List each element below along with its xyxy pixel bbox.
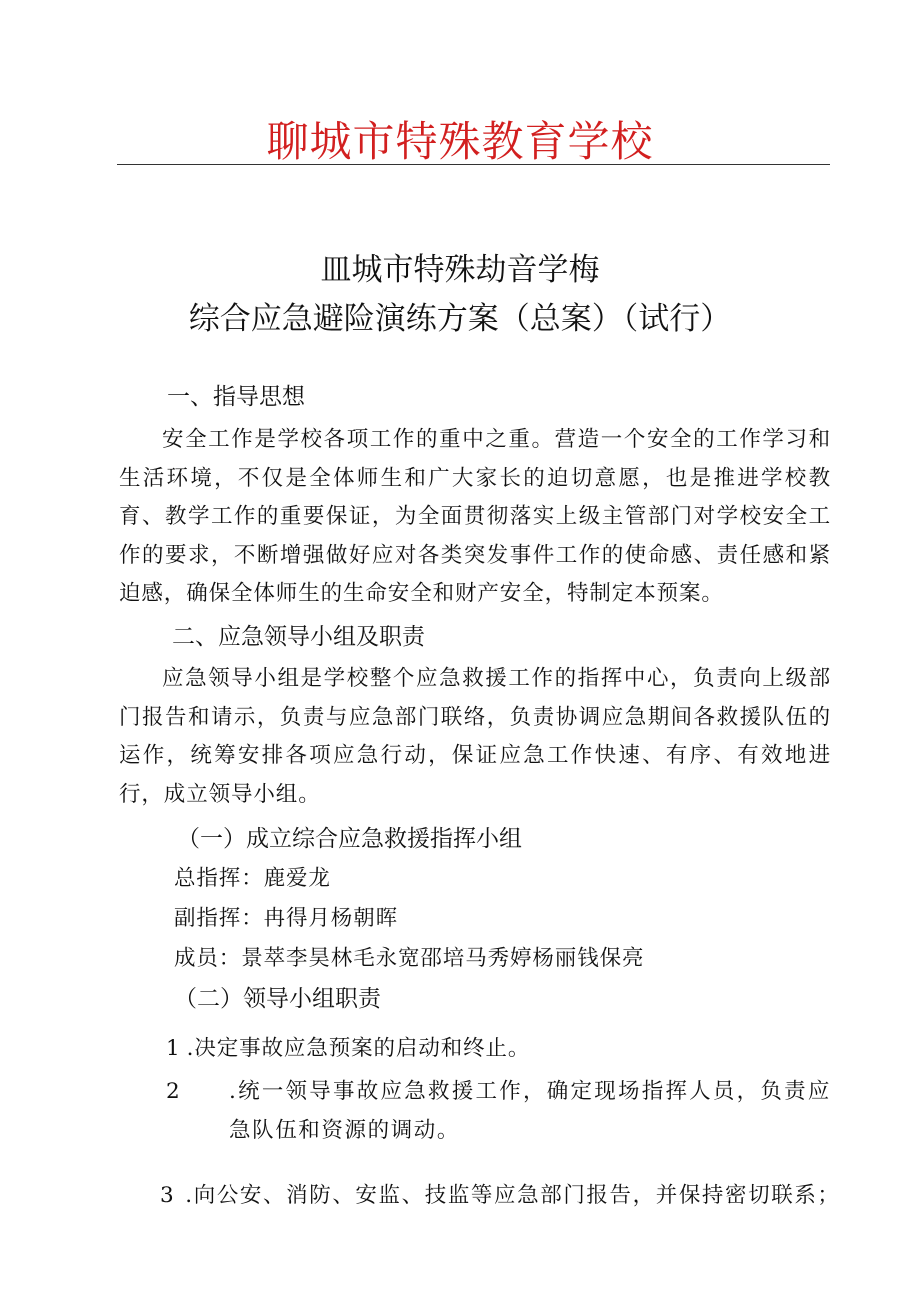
section1-heading: 一、指导思想 [167, 384, 305, 410]
document-title-line1: 皿城市特殊劫音学梅 [320, 252, 600, 288]
commander-line: 总指挥：鹿爱龙 [174, 866, 331, 891]
duty-item-2-text: .统一领导事故应急救援工作，确定现场指挥人员，负责应急队伍和资源的调动。 [229, 1079, 831, 1143]
document-title-line2: 综合应急避险演练方案（总案）（试行） [188, 301, 732, 337]
section1-paragraph: 安全工作是学校各项工作的重中之重。营造一个安全的工作学习和生活环境，不仅是全体师生和广大家长的迫切意愿，也是推进学校教育、教学工作的重要保证，为全面贯彻落实上级主管部门对学校安全工作的要求，不断增强做好应对各类突发事件工作的使命感、责任感和紧迫感，确保全体师生的生命安全和财产安全，特制定本预案。 [119, 427, 831, 607]
duty-item-1-number: 1 [166, 1036, 181, 1061]
duty-item-2-number: 2 [166, 1079, 181, 1104]
duty-item-1-text: .决定事故应急预案的启动和终止。 [186, 1036, 531, 1061]
duty-item-3-number: 3 [160, 1183, 176, 1208]
duty-item-3-text: .向公安、消防、安监、技监等应急部门报告，并保持密切联系； [185, 1183, 841, 1208]
school-letterhead-title: 聊城市特殊教育学校 [266, 117, 654, 166]
members-line: 成员：景萃李昊林毛永宽邵培马秀婷杨丽钱保亮 [174, 946, 645, 971]
section2-heading: 二、应急领导小组及职责 [172, 624, 425, 650]
duty-item-1 [166, 1034, 530, 1064]
section2-paragraph: 应急领导小组是学校整个应急救援工作的指挥中心，负责向上级部门报告和请示，负责与应急部门联络，负责协调应急期间各救援队伍的运作，统筹安排各项应急行动，保证应急工作快速、有序、有效地进行，成立领导小组。 [119, 666, 831, 807]
letterhead-divider [117, 164, 830, 165]
deputy-commander-line: 副指挥：冉得月杨朝晖 [174, 906, 399, 931]
subsection1-heading: （一）成立综合应急救援指挥小组 [177, 826, 522, 852]
duty-item-3 [160, 1181, 841, 1211]
subsection2-heading: （二）领导小组职责 [174, 986, 381, 1012]
